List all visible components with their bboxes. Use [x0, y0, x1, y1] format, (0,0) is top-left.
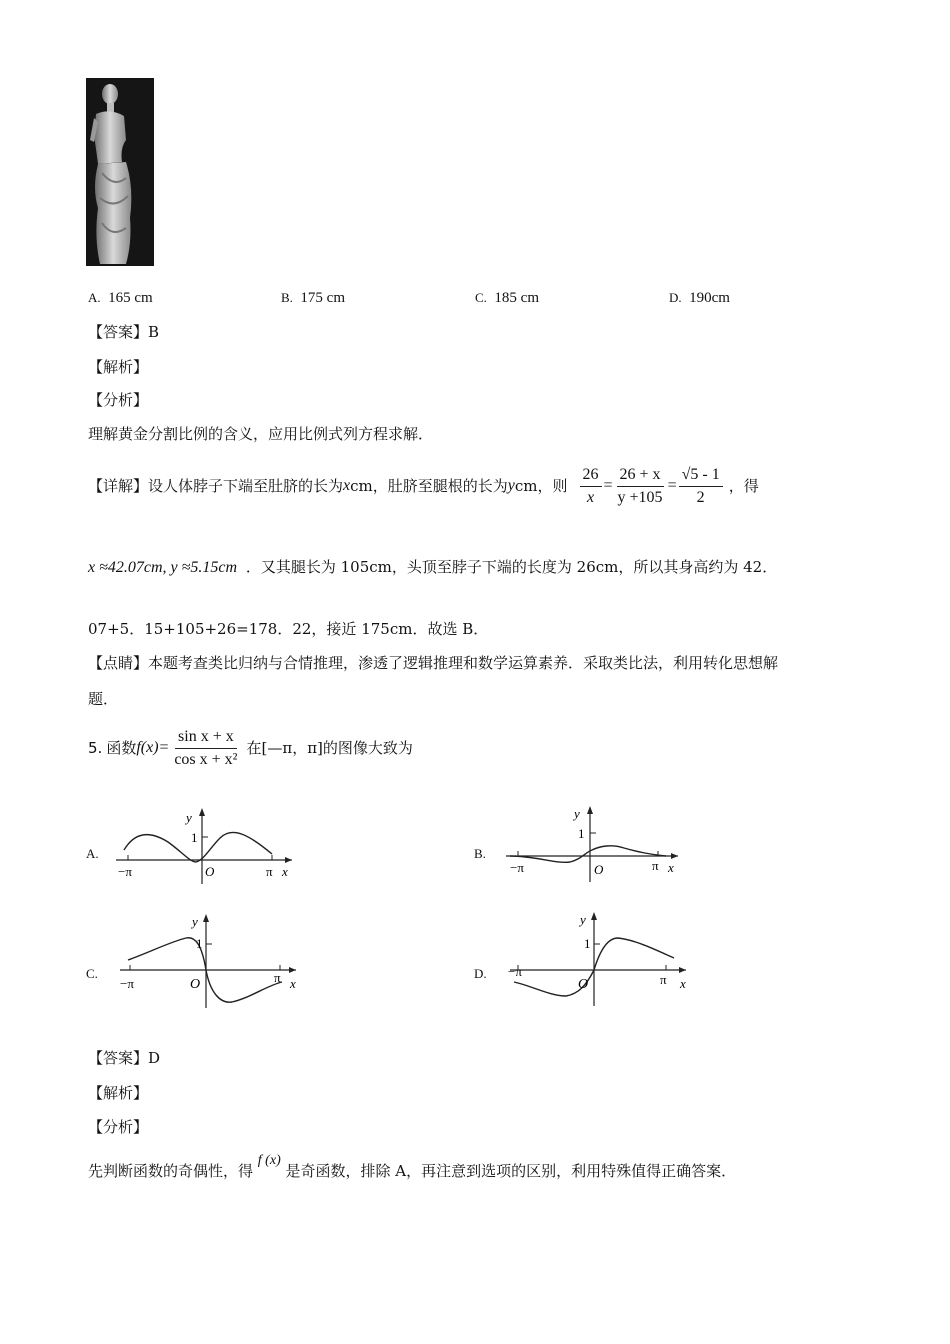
graph-option-b[interactable] — [474, 806, 694, 886]
y-axis-label: y — [574, 806, 580, 821]
option-c[interactable] — [475, 287, 539, 309]
frac-num: √5 - 1 — [679, 464, 723, 487]
neg-pi-label: −π — [510, 860, 524, 875]
frac-num: 26 + x — [617, 464, 664, 487]
y-axis-label: y — [580, 912, 586, 927]
q4-answer: 【答案】B — [88, 323, 160, 341]
frac-den: y +105 — [617, 488, 663, 506]
frac-den: x — [586, 488, 595, 506]
graph-letter: A. — [86, 846, 99, 861]
graph-option-a[interactable] — [86, 808, 306, 888]
q4-jiexi: 【解析】 — [88, 358, 149, 376]
option-value: 185 cm — [494, 290, 539, 306]
graph-plot — [500, 910, 700, 1010]
q5-jiexi: 【解析】 — [88, 1084, 149, 1102]
option-letter: C. — [475, 290, 487, 305]
neg-pi-label: −π — [118, 864, 132, 879]
q5-stem — [88, 720, 413, 776]
tick-one: 1 — [578, 826, 585, 841]
tick-one: 1 — [191, 830, 198, 845]
analysis-prefix: 先判断函数的奇偶性，得 — [88, 1162, 254, 1180]
option-letter: B. — [281, 290, 293, 305]
option-value: 190cm — [689, 290, 730, 306]
graph-plot — [496, 806, 696, 886]
option-letter: D. — [669, 290, 682, 305]
statue-photo — [86, 78, 154, 266]
function-name: f(x)= — [136, 739, 170, 756]
origin-label: O — [594, 862, 604, 877]
y-axis-label: y — [192, 914, 198, 929]
line2-text: ．又其腿长为 105cm，头顶至脖子下端的长度为 26cm，所以其身高约为 42． — [245, 558, 778, 576]
q4-fenxi: 【分析】 — [88, 391, 149, 409]
graph-option-c[interactable] — [86, 912, 306, 1012]
detail-mid1: cm，肚脐至腿根的长为 — [350, 477, 508, 495]
q4-comment-cont: 题． — [88, 690, 119, 708]
x-axis-label: x — [282, 864, 288, 879]
frac-den: 2 — [696, 488, 705, 506]
q4-line3: 07+5．15+105+26=178．22，接近 175cm．故选 B． — [88, 620, 489, 638]
frac-den: cos x + x² — [174, 750, 238, 768]
q4-detail-line — [88, 456, 759, 516]
approx-values: x ≈42.07cm, y ≈5.15cm — [88, 559, 238, 576]
var-y: y — [507, 477, 515, 494]
analysis-suffix: 是奇函数，排除 A，再注意到选项的区别，利用特殊值得正确答案． — [285, 1162, 737, 1180]
frac-num: sin x + x — [175, 726, 237, 749]
graph-plot — [110, 912, 310, 1012]
detail-prefix: 【详解】设人体脖子下端至肚脐的长为 — [88, 477, 344, 495]
tick-one: 1 — [584, 936, 591, 951]
q5-answer: 【答案】D — [88, 1049, 161, 1067]
function-fraction — [171, 726, 240, 771]
q4-analysis: 理解黄金分割比例的含义，应用比例式列方程求解． — [88, 425, 434, 443]
stem-prefix: 函数 — [106, 739, 137, 757]
detail-mid2: cm，则 — [514, 477, 568, 495]
graph-letter: B. — [474, 846, 486, 861]
detail-suffix: ，得 — [728, 477, 759, 495]
var-x: x — [343, 477, 351, 494]
frac-num: 26 — [580, 464, 602, 487]
option-value: 165 cm — [108, 290, 153, 306]
pi-label: π — [266, 864, 273, 879]
option-b[interactable] — [281, 287, 345, 309]
q5-analysis — [88, 1153, 737, 1184]
x-axis-label: x — [290, 976, 296, 991]
question-number: 5. — [88, 739, 103, 757]
ratio-equation: $\frac{26}{x}$ = $\frac{26 + x}{y +105}$ = $\frac{√5 - 1}{2}$ — [578, 464, 725, 509]
origin-label: O — [190, 977, 201, 992]
analysis-fx: f (x) — [257, 1153, 281, 1168]
tick-one: 1 — [196, 936, 203, 951]
graph-option-d[interactable] — [474, 910, 694, 1010]
neg-pi-label: −π — [120, 976, 134, 991]
option-letter: A. — [88, 290, 101, 305]
option-a[interactable] — [88, 287, 153, 309]
q5-fenxi: 【分析】 — [88, 1118, 149, 1136]
q4-approx-line — [88, 556, 777, 579]
graph-letter: C. — [86, 966, 98, 981]
graph-plot — [106, 808, 306, 888]
x-axis-label: x — [668, 860, 674, 875]
option-d[interactable] — [669, 287, 730, 309]
q4-comment: 【点睛】本题考查类比归纳与合情推理，渗透了逻辑推理和数学运算素养．采取类比法，利用转化思想解 — [88, 654, 779, 672]
venus-statue-image — [86, 78, 154, 266]
option-value: 175 cm — [300, 290, 345, 306]
fraction-26-plus-x — [615, 464, 666, 509]
graph-letter: D. — [474, 966, 487, 981]
origin-label: O — [205, 864, 215, 879]
pi-label: π — [652, 858, 659, 873]
y-axis-label: y — [186, 810, 192, 825]
fraction-26-over-x — [580, 464, 602, 509]
x-axis-label: x — [680, 976, 686, 991]
stem-suffix: 在[—π，π]的图像大致为 — [246, 739, 413, 757]
neg-pi-label: −π — [508, 964, 522, 979]
origin-label: O — [578, 977, 589, 992]
fraction-golden-ratio — [679, 464, 723, 509]
pi-label: π — [274, 970, 281, 985]
pi-label: π — [660, 972, 667, 987]
